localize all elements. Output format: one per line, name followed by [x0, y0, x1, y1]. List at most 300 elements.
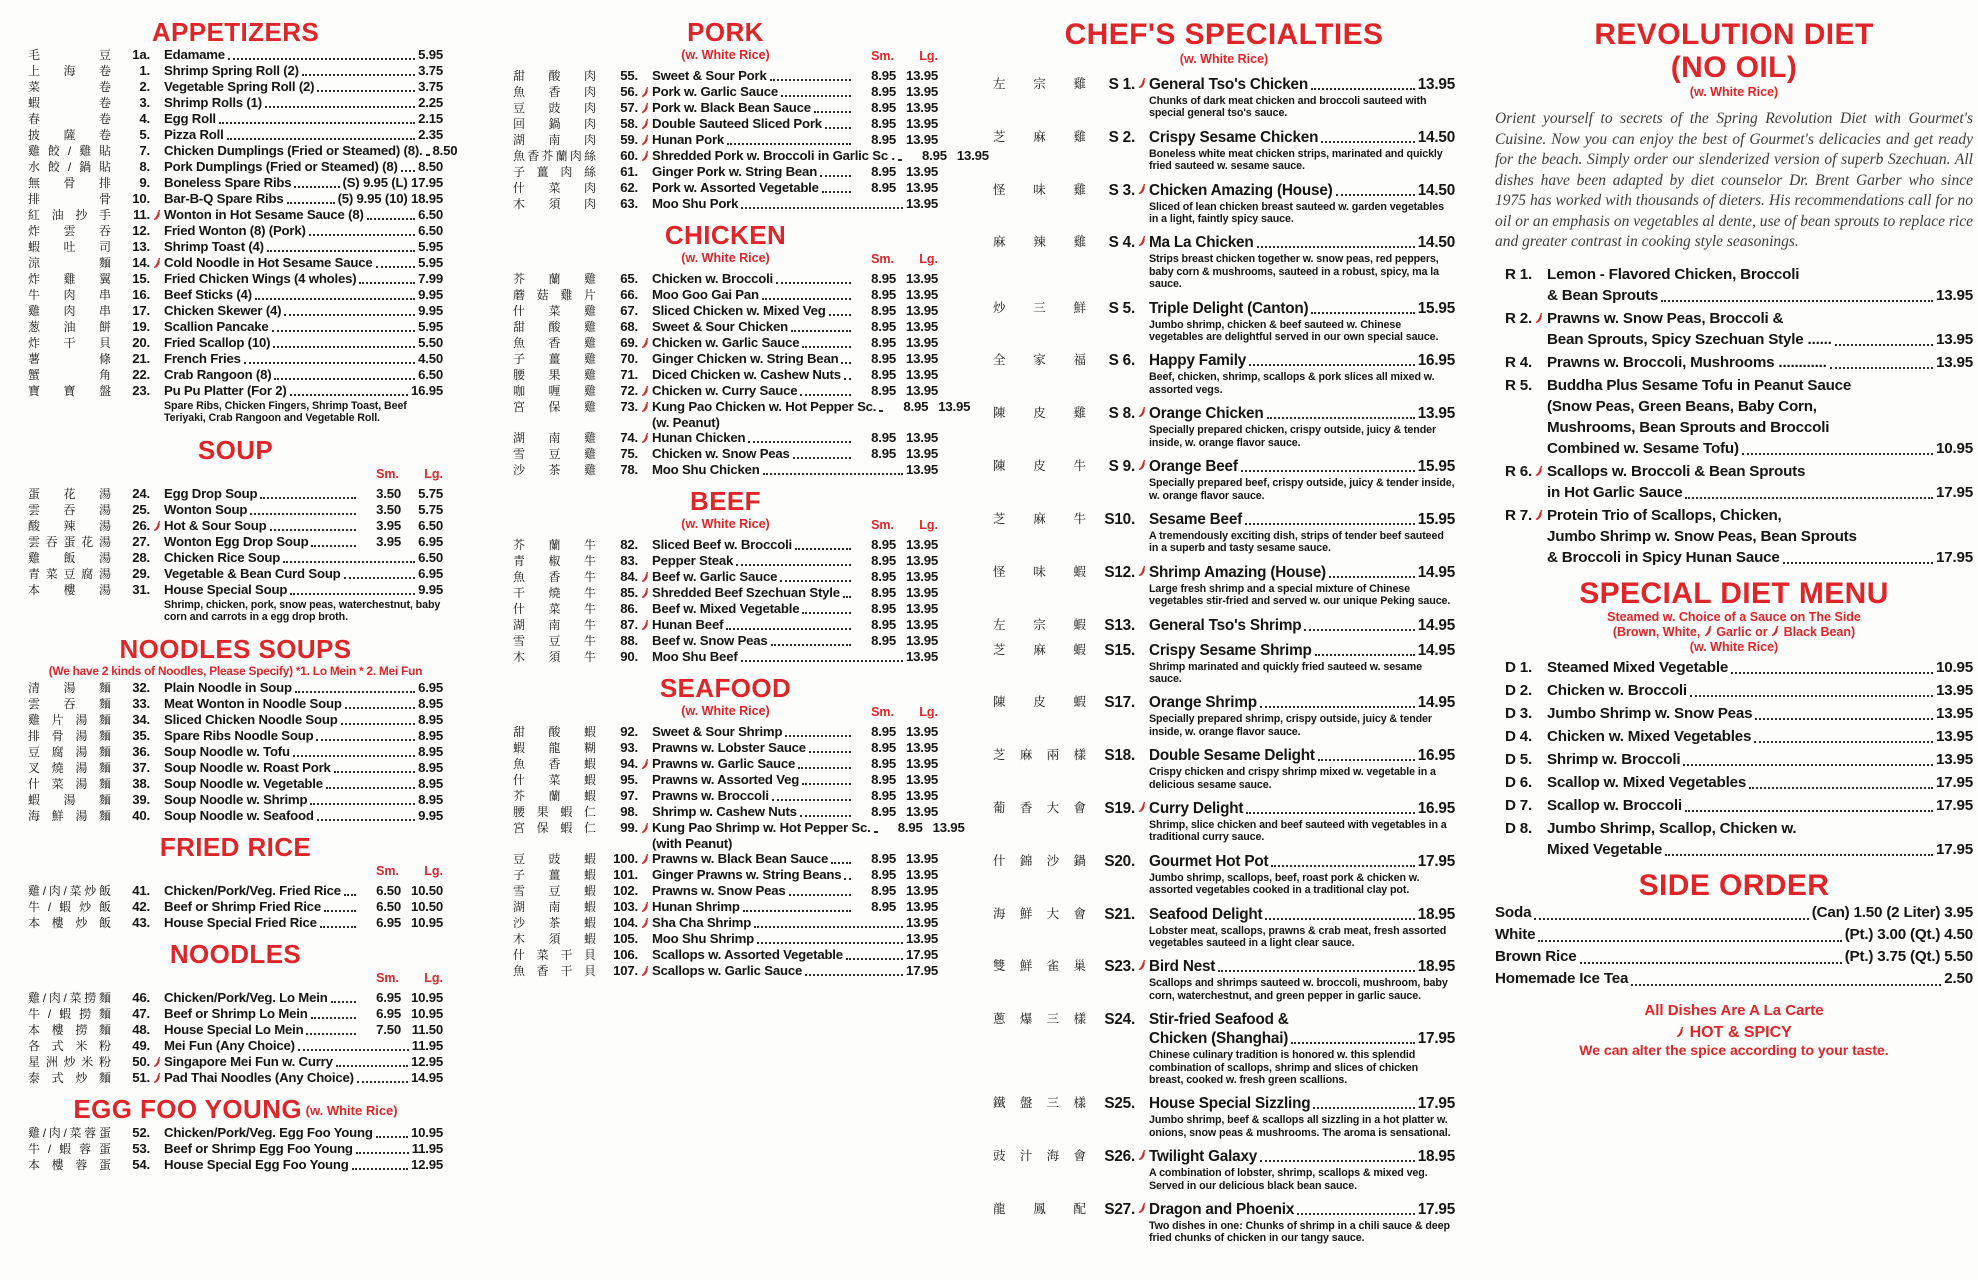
- item-body: [164, 792, 443, 808]
- item-price-large: 13.95: [905, 617, 938, 632]
- item-line: [652, 116, 938, 132]
- item-number: S 4.: [1108, 234, 1135, 252]
- spicy-slot: [150, 1022, 164, 1024]
- item-line: [1547, 526, 1973, 547]
- item-name: Chicken w. Broccoli: [652, 271, 774, 286]
- item-body: [652, 287, 938, 303]
- item-line: [1547, 308, 1973, 329]
- item-number: 50.: [132, 1053, 150, 1069]
- item-chinese: 龍鳳配: [993, 1202, 1086, 1217]
- section-subtitle: (w. White Rice): [681, 251, 770, 265]
- item-line: [164, 1006, 443, 1022]
- menu-item: [513, 180, 938, 196]
- price-header-lg: Lg.: [424, 970, 443, 985]
- item-body: [1149, 693, 1455, 740]
- item-name: Scallops w. Assorted Vegetable: [652, 947, 843, 962]
- item-price: 7.99: [418, 271, 443, 286]
- item-body: [164, 287, 443, 303]
- item-price: 8.95: [418, 743, 443, 759]
- item-body: [164, 1006, 443, 1022]
- item-price: 12.95: [410, 1156, 443, 1172]
- price-header-sm: Sm.: [376, 863, 399, 878]
- item-number: 51.: [132, 1069, 150, 1085]
- spicy-slot: [150, 899, 164, 901]
- spicy-slot: [150, 143, 164, 145]
- menu-item: [28, 271, 443, 287]
- item-price-small: 6.95: [376, 989, 401, 1005]
- item-chinese: 排骨湯麵: [28, 728, 111, 743]
- item-number: 82.: [620, 537, 638, 552]
- item-note: (w. Peanut): [652, 415, 720, 430]
- item-number: 1.: [139, 63, 150, 78]
- item-price: 16.95: [1417, 352, 1455, 370]
- item-price-large: 13.95: [905, 740, 938, 755]
- item-price: 16.95: [410, 383, 443, 398]
- item-chinese: 薯條: [28, 352, 111, 366]
- item-line: [164, 351, 443, 367]
- item-chinese: 本樓撈麵: [28, 1022, 111, 1037]
- item-price: 5.95: [418, 255, 443, 270]
- hot-spicy-icon: [638, 335, 652, 349]
- menu-item: [993, 693, 1455, 740]
- item-number: R 2.: [1504, 309, 1532, 327]
- item-number: 55.: [620, 68, 638, 83]
- dot-leader: [311, 545, 356, 547]
- item-body: [1149, 351, 1455, 398]
- menu-item: [993, 1094, 1455, 1141]
- item-name: Edamame: [164, 47, 225, 62]
- item-body: [652, 537, 938, 553]
- item-body: [164, 271, 443, 287]
- item-name: (Snow Peas, Green Beans, Baby Corn,: [1547, 397, 1817, 415]
- spicy-slot: [1532, 795, 1547, 799]
- item-price: 14.50: [1417, 234, 1455, 252]
- item-body: [652, 617, 938, 633]
- dot-leader: [270, 529, 357, 531]
- item-line: [652, 617, 938, 633]
- menu-item: [28, 63, 443, 79]
- item-number: 41.: [132, 882, 150, 898]
- dot-leader: [359, 282, 415, 284]
- item-line: [1547, 482, 1973, 503]
- item-line: [164, 159, 443, 175]
- item-body: [652, 569, 938, 585]
- item-name: Happy Family: [1149, 352, 1247, 370]
- item-name: Brown Rice: [1495, 947, 1577, 965]
- item-chinese: 木須蝦: [513, 932, 596, 946]
- menu-item: [28, 303, 443, 319]
- item-name: Beef Sticks (4): [164, 287, 252, 302]
- item-line: [1547, 749, 1973, 770]
- dot-leader: [298, 1049, 409, 1051]
- item-name: Prawns w. Garlic Sauce: [652, 756, 796, 771]
- item-name: Soup Noodle w. Shrimp: [164, 791, 308, 807]
- item-chinese: 怪味蝦: [993, 564, 1086, 579]
- item-body: [164, 143, 458, 159]
- item-body: [164, 367, 443, 383]
- item-body: [652, 899, 938, 915]
- item-number: 83.: [620, 553, 638, 568]
- menu-item: [28, 143, 458, 159]
- item-price-small: 8.95: [871, 740, 896, 755]
- section-subtitle: (w. White Rice): [1689, 639, 1779, 654]
- item-body: [164, 207, 443, 223]
- item-name: Ginger Pork w. String Bean: [652, 164, 818, 179]
- dot-leader: [356, 1152, 409, 1154]
- item-body: [164, 111, 443, 127]
- item-line: [1149, 299, 1455, 318]
- item-number: 19.: [132, 319, 150, 334]
- item-body: [652, 756, 938, 772]
- item-price-large: 10.50: [410, 898, 443, 914]
- spicy-slot: [1135, 746, 1149, 748]
- item-price: 9.95: [418, 581, 443, 597]
- item-body: [1149, 299, 1455, 346]
- item-name: Hunan Chicken: [652, 430, 746, 445]
- spicy-slot: [638, 788, 652, 790]
- item-line: [164, 776, 443, 792]
- section-title: BEEF: [690, 486, 761, 516]
- item-name: Beef w. Garlic Sauce: [652, 569, 778, 584]
- item-number: 67.: [620, 303, 638, 318]
- item-number: R 4.: [1504, 353, 1532, 371]
- item-price: 18.95: [1417, 905, 1455, 923]
- menu-item: [28, 335, 443, 351]
- item-line: [1149, 563, 1455, 582]
- item-number: 101.: [613, 867, 638, 882]
- dot-leader: [1534, 918, 1808, 920]
- item-chinese: 干燒牛: [513, 586, 596, 600]
- item-price-large: 13.95: [905, 116, 938, 131]
- item-chinese: 芥蘭雞: [513, 272, 596, 286]
- item-price-small: 8.95: [871, 271, 896, 286]
- item-number: 7.: [139, 143, 150, 158]
- item-price-large: 10.50: [410, 882, 443, 898]
- item-number: 48.: [132, 1021, 150, 1037]
- spicy-slot: [150, 550, 164, 552]
- spicy-slot: [638, 772, 652, 774]
- item-chinese: 什錦沙鍋: [993, 853, 1086, 868]
- item-name: Scallops w. Broccoli & Bean Sprouts: [1547, 462, 1806, 480]
- item-name: Shrimp w. Cashew Nuts: [652, 804, 797, 819]
- item-name: Chicken Dumplings (Fried or Steamed) (8).: [164, 143, 423, 158]
- item-price-small: 8.95: [871, 788, 896, 803]
- menu-item: [513, 931, 938, 947]
- spicy-slot: [638, 553, 652, 555]
- item-name: in Hot Garlic Sauce: [1547, 483, 1683, 501]
- dot-leader: [1260, 706, 1415, 708]
- item-line: [164, 808, 443, 824]
- item-number: 16.: [132, 287, 150, 302]
- item-number: 29.: [132, 565, 150, 581]
- spicy-slot: [1532, 680, 1547, 684]
- dot-leader: [825, 127, 851, 129]
- item-number: S 2.: [1108, 128, 1135, 146]
- menu-item: [993, 852, 1455, 899]
- item-body: [1547, 657, 1973, 678]
- item-price: 2.50: [1944, 969, 1973, 987]
- dot-leader: [1631, 984, 1941, 986]
- item-price: 13.95: [1935, 704, 1973, 722]
- item-line: [1149, 1010, 1455, 1029]
- item-number: 56.: [620, 84, 638, 99]
- item-chinese: 腰果雞: [513, 368, 596, 382]
- section-title: SEAFOOD: [659, 673, 792, 703]
- menu-item: [28, 367, 443, 383]
- item-line: [164, 319, 443, 335]
- item-chinese: 蛋花湯: [28, 486, 111, 501]
- item-number: 1a.: [132, 47, 150, 62]
- menu-item: [28, 175, 443, 191]
- item-body: [1149, 1094, 1455, 1141]
- section-subrow: [28, 466, 443, 483]
- menu-item: [513, 287, 938, 303]
- menu-section: [28, 635, 443, 824]
- item-price: 8.95: [418, 727, 443, 743]
- item-number: 31.: [132, 581, 150, 597]
- item-name: Pork w. Black Bean Sauce: [652, 100, 811, 115]
- item-body: [1149, 1147, 1455, 1194]
- spicy-slot: [1532, 703, 1547, 707]
- price-header: [850, 252, 938, 266]
- dot-leader: [802, 783, 851, 785]
- menu-item: [513, 553, 938, 569]
- dot-leader: [757, 942, 903, 944]
- item-name: Chicken w. Curry Sauce: [652, 383, 798, 398]
- item-line: [164, 1054, 443, 1070]
- dot-leader: [352, 1168, 408, 1170]
- item-number: S27.: [1104, 1201, 1135, 1219]
- item-description: Shrimp, slice chicken and beef sauteed with vegetables in a traditional curry sauce.: [1149, 818, 1447, 844]
- item-price: 13.95: [905, 196, 938, 211]
- dot-leader: [341, 723, 416, 725]
- item-chinese: 宮保蝦仁: [513, 821, 596, 835]
- menu-item: [513, 367, 938, 383]
- item-line: [1547, 818, 1973, 839]
- dot-leader: [326, 787, 415, 789]
- item-price-large: 5.75: [418, 501, 443, 517]
- item-description: Spare Ribs, Chicken Fingers, Shrimp Toast, Beef Teriyaki, Crab Rangoon and Vegetable Roll.: [164, 400, 407, 425]
- item-chinese: 涼麵: [28, 256, 111, 270]
- item-line: [652, 537, 938, 553]
- menu-item: [993, 799, 1455, 846]
- item-name: Shredded Beef Szechuan Style: [652, 585, 840, 600]
- item-number: 73.: [620, 399, 638, 414]
- item-name: Jumbo Shrimp w. Snow Peas: [1547, 704, 1753, 722]
- item-number: 65.: [620, 271, 638, 286]
- menu-item: [513, 164, 938, 180]
- item-chinese: 青椒牛: [513, 554, 596, 568]
- spicy-slot: [638, 740, 652, 742]
- item-name: Mixed Vegetable: [1547, 840, 1663, 858]
- item-body: [164, 712, 443, 728]
- dot-leader: [763, 473, 903, 475]
- item-line: [164, 582, 443, 598]
- item-body: [164, 566, 443, 582]
- item-chinese: 豉汁海會: [993, 1149, 1086, 1164]
- item-name: House Special Fried Rice: [164, 914, 317, 930]
- dot-leader: [802, 612, 851, 614]
- item-body: [1149, 641, 1455, 688]
- item-price: 16.95: [1417, 747, 1455, 765]
- item-chinese: 芝麻蝦: [993, 642, 1086, 657]
- item-line: [652, 772, 938, 788]
- price-header-sm: Sm.: [376, 970, 399, 985]
- item-name: Mushrooms, Bean Sprouts and Broccoli: [1547, 418, 1830, 436]
- spicy-slot: [638, 601, 652, 603]
- item-number: 14.: [132, 255, 150, 270]
- item-number: 25.: [132, 501, 150, 517]
- dot-leader: [1685, 497, 1933, 499]
- item-line: [652, 804, 938, 820]
- dot-leader: [780, 580, 851, 582]
- menu-item: [28, 728, 443, 744]
- section-subtitle: (w. White Rice): [302, 1102, 398, 1118]
- dot-leader: [1755, 718, 1933, 720]
- menu-column: [993, 18, 1455, 1256]
- menu-section: [28, 940, 443, 1086]
- item-number: 98.: [620, 804, 638, 819]
- item-body: [652, 132, 938, 148]
- item-body: [1149, 233, 1455, 292]
- dot-leader: [879, 410, 883, 412]
- item-name: Chicken w. Snow Peas: [652, 446, 790, 461]
- item-name: Boneless Spare Ribs: [164, 175, 292, 190]
- item-chinese: 木須肉: [513, 197, 596, 211]
- item-number: 13.: [132, 239, 150, 254]
- item-chinese: 牛/蝦撈麵: [28, 1006, 111, 1021]
- item-chinese: 湖南肉: [513, 133, 596, 147]
- item-body: [652, 724, 938, 740]
- spicy-slot: [150, 486, 164, 488]
- dot-leader: [1218, 970, 1415, 972]
- price-header: [355, 864, 443, 878]
- item-line: [164, 744, 443, 760]
- item-body: [1149, 616, 1455, 635]
- item-name: Crab Rangoon (8): [164, 367, 272, 382]
- item-line: [1547, 703, 1973, 724]
- spicy-slot: [150, 335, 164, 337]
- item-chinese: 牛/蝦蓉蛋: [28, 1141, 111, 1156]
- item-name: Sliced Chicken Noodle Soup: [164, 711, 338, 727]
- item-body: [652, 196, 938, 212]
- item-number: 60.: [620, 148, 638, 163]
- item-name: Orange Shrimp: [1149, 694, 1257, 712]
- item-line: [1547, 657, 1973, 678]
- menu-section: [28, 17, 458, 427]
- menu-item: [513, 740, 938, 756]
- dot-leader: [793, 457, 851, 459]
- item-name: Crispy Sesame Chicken: [1149, 128, 1319, 146]
- item-line: [652, 649, 938, 665]
- menu-item: [513, 383, 938, 399]
- item-line: [1547, 329, 1973, 350]
- spicy-slot: [150, 223, 164, 225]
- item-number: 12.: [132, 223, 150, 238]
- item-line: [652, 931, 938, 947]
- spicy-slot: [150, 1038, 164, 1040]
- item-price-small: 8.95: [871, 804, 896, 819]
- item-chinese: 蝦湯麵: [28, 792, 111, 807]
- item-line: [652, 633, 938, 649]
- item-name: Twilight Galaxy: [1149, 1148, 1258, 1166]
- item-name: Homemade Ice Tea: [1495, 969, 1629, 987]
- menu-item: [993, 1010, 1455, 1088]
- item-price: 17.95: [1935, 483, 1973, 501]
- dot-leader: [320, 926, 356, 928]
- item-line: [1547, 795, 1973, 816]
- item-price-large: 13.95: [905, 772, 938, 787]
- item-chinese: 魚香雞: [513, 336, 596, 350]
- item-description: Shrimp marinated and quickly fried sauteed w. sesame sauce.: [1149, 660, 1422, 685]
- item-number: S23.: [1104, 958, 1135, 976]
- item-chinese: 本樓湯: [28, 582, 111, 597]
- menu-item: [28, 792, 443, 808]
- item-line: [1149, 510, 1455, 529]
- item-number: 34.: [132, 711, 150, 727]
- item-body: [164, 1038, 443, 1054]
- item-name: Meat Wonton in Noodle Soup: [164, 695, 342, 711]
- dot-leader: [841, 362, 851, 364]
- item-chinese: 陳皮蝦: [993, 695, 1086, 710]
- dot-leader: [831, 862, 851, 864]
- item-name: Orange Beef: [1149, 458, 1238, 476]
- item-line: [652, 462, 938, 478]
- menu-item: [28, 207, 443, 223]
- hot-spicy-icon: [1532, 308, 1547, 324]
- menu-item: [28, 680, 443, 696]
- item-chinese: 蝦龍糊: [513, 741, 596, 755]
- item-body: [164, 95, 443, 111]
- item-body: [164, 582, 443, 626]
- item-name: House Special Soup: [164, 581, 288, 597]
- item-price: 17.95: [905, 963, 938, 978]
- dot-leader: [357, 1081, 408, 1083]
- menu-item: [28, 1125, 443, 1141]
- item-body: [1547, 795, 1973, 816]
- item-chinese: 蘑菇雞片: [513, 288, 596, 302]
- price-header-lg: Lg.: [919, 252, 938, 266]
- dot-leader: [219, 122, 415, 124]
- item-number: 21.: [132, 351, 150, 366]
- spicy-slot: [638, 68, 652, 70]
- spicy-slot: [638, 196, 652, 198]
- item-number: 90.: [620, 649, 638, 664]
- item-price-small: 8.95: [871, 569, 896, 584]
- item-line: [652, 446, 938, 462]
- item-name: Crispy Sesame Shrimp: [1149, 641, 1312, 659]
- item-name: Soup Noodle w. Seafood: [164, 807, 314, 823]
- menu-item: [1495, 795, 1973, 816]
- menu-item: [513, 867, 938, 883]
- menu-item: [993, 616, 1455, 635]
- menu-column: [28, 17, 458, 1256]
- item-price-large: 13.95: [905, 899, 938, 914]
- item-line: [1547, 285, 1973, 306]
- item-name: Moo Goo Gai Pan: [652, 287, 759, 302]
- dot-leader: [762, 298, 851, 300]
- item-price: 14.95: [1417, 694, 1455, 712]
- item-price: 11.95: [411, 1140, 443, 1156]
- spicy-slot: [150, 239, 164, 241]
- menu-item: [993, 746, 1455, 793]
- item-name: House Special Sizzling: [1149, 1095, 1311, 1113]
- item-line: [164, 534, 443, 550]
- item-price: 2.25: [418, 95, 443, 110]
- dot-leader: [1835, 344, 1933, 346]
- dot-leader: [727, 143, 851, 145]
- menu-item: [28, 239, 443, 255]
